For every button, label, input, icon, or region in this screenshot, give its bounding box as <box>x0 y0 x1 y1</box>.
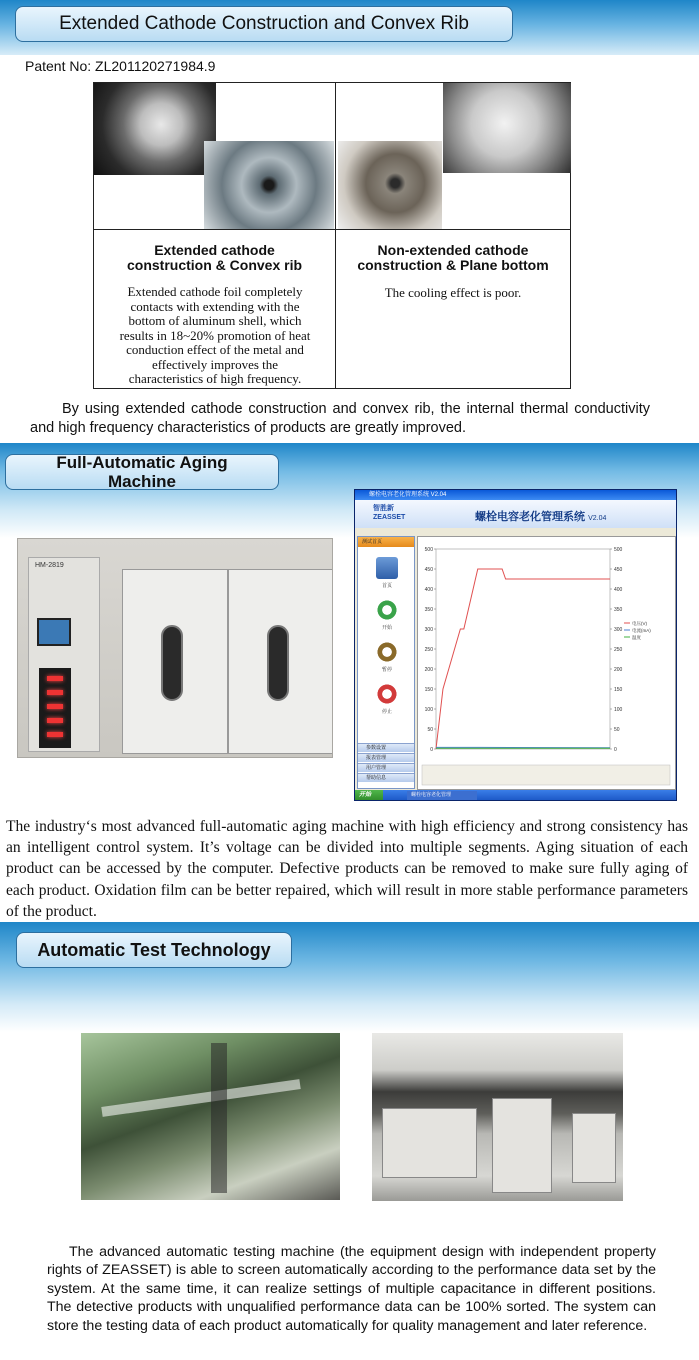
aging-line-chart <box>418 537 675 789</box>
led-indicator <box>47 704 63 709</box>
home-label: 首页 <box>381 583 392 589</box>
y-right-tick-label: 350 <box>614 607 623 613</box>
comparison-table <box>93 82 571 389</box>
left-desc-line: conduction effect of the metal and <box>126 342 304 357</box>
y-right-tick-label: 450 <box>614 567 623 573</box>
machine-window <box>267 625 289 701</box>
left-desc-line: results in 18~20% promotion of heat <box>119 327 311 343</box>
machine-screen <box>37 618 71 646</box>
patent-number: Patent No: ZL201120271984.9 <box>25 58 216 74</box>
pause-label: 暂停 <box>381 667 392 673</box>
legend-label: 电流(mA) <box>632 628 651 633</box>
test-line-photo <box>81 1033 340 1200</box>
led-indicator <box>47 690 63 695</box>
plane-bottom-photo-2 <box>443 83 571 173</box>
start-button[interactable]: 开始 <box>355 790 383 801</box>
extended-cathode-photo-1 <box>94 83 216 175</box>
taskbar <box>355 790 676 801</box>
nav-help-info[interactable]: 帮助信息 <box>358 773 414 782</box>
y-left-tick-label: 50 <box>427 727 433 733</box>
right-description: The cooling effect is poor. <box>384 285 522 300</box>
sidebar-stop-button[interactable] <box>372 683 402 723</box>
conveyor-rail <box>101 1079 300 1117</box>
table-divider-vertical <box>335 83 336 388</box>
section2-title-line2: Machine <box>107 472 177 491</box>
tester-side-unit <box>572 1113 616 1183</box>
y-left-tick-label: 200 <box>424 667 433 673</box>
software-sidebar <box>357 536 415 789</box>
left-desc-line: contacts with extending with the <box>130 298 300 314</box>
machine-window <box>161 625 183 701</box>
aging-software-screenshot <box>354 489 677 801</box>
recycle-red-icon <box>376 683 398 705</box>
section2-paragraph: The industry‘s most advanced full-automatic aging machine with high efficiency and strong consistency has an intelligent control system. It’s voltage can be divided into multiple segments. Aging situation of each product can be accessed by the computer. Defective products can be removed to make sure fully aging of each product. Oxidation film can be better repaired, which will result in more stable performance parameters of the product. <box>6 818 688 920</box>
nav-user-manage[interactable]: 用户管理 <box>358 763 414 772</box>
y-right-tick-label: 500 <box>614 547 623 553</box>
software-window-title: 螺栓电容老化管理系统 V2.04 <box>355 490 676 500</box>
plane-bottom-photo-1 <box>338 141 442 229</box>
y-left-tick-label: 100 <box>424 707 433 713</box>
tester-console <box>382 1108 477 1178</box>
y-right-tick-label: 150 <box>614 687 623 693</box>
y-right-tick-label: 200 <box>614 667 623 673</box>
left-heading-line1: Extended cathode <box>154 242 275 258</box>
right-heading-line2: construction & Plane bottom <box>357 257 549 273</box>
y-right-tick-label: 250 <box>614 647 623 653</box>
y-left-tick-label: 350 <box>424 607 433 613</box>
section2-title-line1: Full-Automatic Aging <box>56 453 228 472</box>
y-right-tick-label: 300 <box>614 627 623 633</box>
led-indicator <box>47 676 63 681</box>
machine-door-right <box>228 569 333 754</box>
machine-control-panel <box>28 557 100 752</box>
y-right-tick-label: 100 <box>614 707 623 713</box>
chart-control-strip <box>422 765 670 785</box>
left-desc-line: bottom of aluminum shell, which <box>128 313 302 328</box>
section1-title: Extended Cathode Construction and Convex Rib <box>15 6 513 42</box>
right-heading <box>336 243 570 273</box>
left-heading <box>94 243 335 273</box>
start-label: 开始 <box>381 625 392 631</box>
section3-paragraph: The advanced automatic testing machine (the equipment design with independent property rights of ZEASSET) is able to screen automatically according to the performance data set by the system. At the same time, it can realize settings of multiple capacitance in different positions. The detective products with unqualified performance data can be 100% sorted. The system can store the testing data of each product automatically for quality management and later reference. <box>47 1244 656 1334</box>
section2-title <box>5 454 279 490</box>
test-machine-photo <box>372 1033 623 1201</box>
app-title-text: 螺栓电容老化管理系统 <box>475 511 585 523</box>
y-left-tick-label: 500 <box>424 547 433 553</box>
y-left-tick-label: 150 <box>424 687 433 693</box>
section1-paragraph: By using extended cathode construction and convex rib, the internal thermal conductivity and high frequency characteristics of products are greatly improved. <box>30 401 650 436</box>
aging-machine-photo <box>17 538 333 758</box>
y-left-tick-label: 0 <box>430 747 433 753</box>
nav-param-settings[interactable]: 参数设置 <box>358 743 414 752</box>
folder-icon <box>376 557 398 579</box>
left-heading-line2: construction & Convex rib <box>126 257 303 273</box>
sidebar-home-button[interactable] <box>372 557 402 597</box>
logo-en: ZEASSET <box>373 514 406 521</box>
y-right-tick-label: 50 <box>614 727 620 733</box>
app-version: V2.04 <box>588 515 607 522</box>
machine-led-panel <box>39 668 71 748</box>
logo-cn: 智胜新 <box>373 505 394 512</box>
y-left-tick-label: 250 <box>424 647 433 653</box>
conveyor-belt <box>211 1043 227 1193</box>
stop-label: 停止 <box>381 709 392 715</box>
y-left-tick-label: 300 <box>424 627 433 633</box>
left-desc-line: effectively improves the <box>151 356 279 372</box>
recycle-brown-icon <box>376 641 398 663</box>
recycle-green-icon <box>376 599 398 621</box>
y-right-tick-label: 400 <box>614 587 623 593</box>
legend-label: 电压(V) <box>632 621 647 626</box>
section3-title: Automatic Test Technology <box>16 932 292 968</box>
legend-label: 温度 <box>632 635 641 640</box>
software-logo <box>373 504 413 522</box>
sidebar-start-button[interactable] <box>372 599 402 639</box>
y-left-tick-label: 400 <box>424 587 433 593</box>
left-description <box>98 285 332 387</box>
left-desc-line: Extended cathode foil completely <box>127 284 303 299</box>
sidebar-header: 测试首页 <box>358 537 414 547</box>
y-left-tick-label: 450 <box>424 567 433 573</box>
machine-model-label: HM-2819 <box>35 562 64 569</box>
y-right-tick-label: 0 <box>614 747 617 753</box>
software-header <box>355 500 676 528</box>
tester-cabinet <box>492 1098 552 1193</box>
table-divider-horizontal <box>94 229 570 230</box>
extended-cathode-photo-2 <box>204 141 334 229</box>
sidebar-pause-button[interactable] <box>372 641 402 681</box>
taskbar-app-item[interactable]: 螺栓电容老化管理 <box>407 791 477 800</box>
led-indicator <box>47 718 63 723</box>
machine-door-left <box>122 569 228 754</box>
led-indicator <box>47 732 63 737</box>
software-app-title <box>475 508 606 524</box>
left-desc-line: characteristics of high frequency. <box>128 371 302 386</box>
aging-chart-panel <box>417 536 676 790</box>
right-heading-line1: Non-extended cathode <box>377 242 529 258</box>
nav-report-manage[interactable]: 报表管理 <box>358 753 414 762</box>
